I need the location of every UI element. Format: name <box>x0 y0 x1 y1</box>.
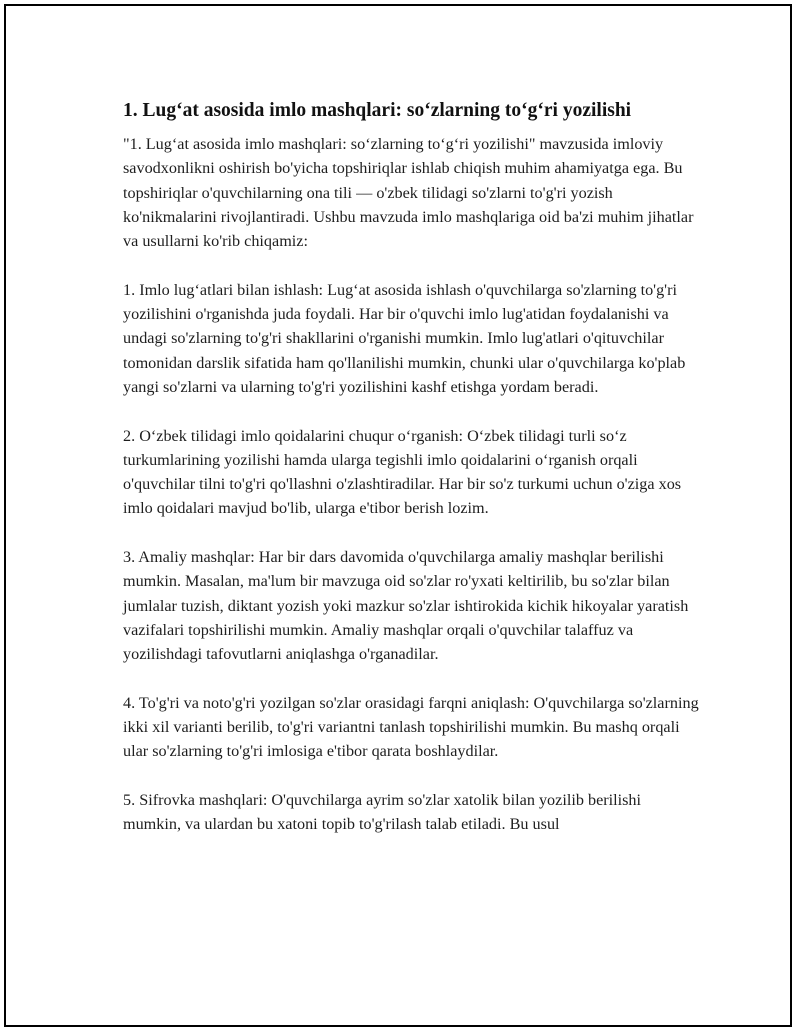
paragraph-4: 4. To'g'ri va noto'g'ri yozilgan so'zlar orasidagi farqni aniqlash: O'quvchilarga so'zlarning ikki xil varianti berilib, to'g'ri variantni tanlash topshirilishi mumkin. Bu mashq orqali ular so'zlarning to'g'ri imlosiga e'tibor qarata boshlaydilar. <box>123 693 699 761</box>
page-frame <box>4 4 792 1027</box>
document-body <box>123 98 703 861</box>
paragraph-1: 1. Imlo lug‘atlari bilan ishlash: Lug‘at asosida ishlash o'quvchilarga so'zlarning to'g'ri yozilishini o'rganishda juda foydali. Har bir o'quvchi imlo lug'atidan foydalanishi va undagi so'zlarning to'g'ri shakllarini o'rganishi mumkin. Imlo lug'atlari o'qituvchilar tomonidan darslik sifatida ham qo'llanilishi mumkin, chunki ular o'quvchilarga ko'plab yangi so'zlarni va ularning to'g'ri yozilishini kashf etishga yordam beradi. <box>123 280 686 396</box>
paragraph-2: 2. O‘zbek tilidagi imlo qoidalarini chuqur o‘rganish: O‘zbek tilidagi turli so‘z turkumlarining yozilishi hamda ularga tegishli imlo qoidalarini o‘rganish orqali o'quvchilar tilni to'g'ri qo'llashni o'zlashtiradilar. Har bir so'z turkumi uchun o'ziga xos imlo qoidalari mavjud bo'lib, ularga e'tibor berish lozim. <box>123 426 682 518</box>
document-title: 1. Lug‘at asosida imlo mashqlari: so‘zlarning to‘g‘ri yozilishi <box>123 100 632 121</box>
paragraph-3: 3. Amaliy mashqlar: Har bir dars davomida o'quvchilarga amaliy mashqlar berilishi mumkin. Masalan, ma'lum bir mavzuga oid so'zlar ro'yxati keltirilib, bu so'zlar bilan jumlalar tuzish, diktant yozish yoki mazkur so'zlar ishtirokida kichik hikoyalar yaratish vazifalari topshirilishi mumkin. Amaliy mashqlar orqali o'quvchilar talaffuz va yozilishdagi tafovutlarni aniqlashga o'rganadilar. <box>123 548 689 664</box>
intro-paragraph: "1. Lug‘at asosida imlo mashqlari: so‘zlarning to‘g‘ri yozilishi" mavzusida imloviy savodxonlikni oshirish bo'yicha topshiriqlar ishlab chiqish muhim ahamiyatga ega. Bu topshiriqlar o'quvchilarning ona tili — o'zbek tilidagi so'zlarni to'g'ri yozish ko'nikmalarini rivojlantiradi. Ushbu mavzuda imlo mashqlariga oid ba'zi muhim jihatlar va usullarni ko'rib chiqamiz: <box>123 135 694 251</box>
paragraph-5: 5. Sifrovka mashqlari: O'quvchilarga ayrim so'zlar xatolik bilan yozilib berilishi mumkin, va ulardan bu xatoni topib to'g'rilash talab etiladi. Bu usul <box>123 791 642 834</box>
